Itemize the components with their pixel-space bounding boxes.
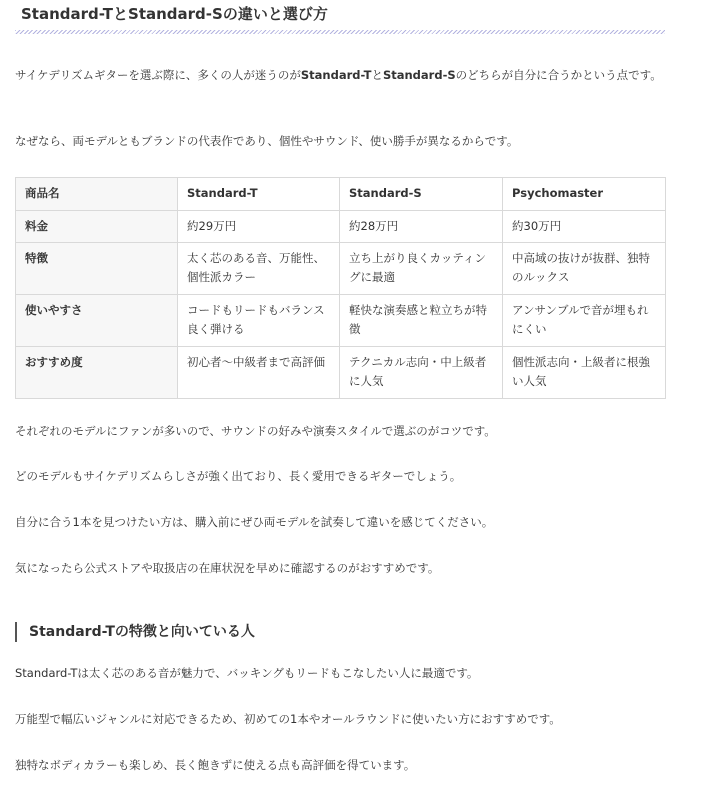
intro-text-2: と: [371, 68, 383, 82]
after-table-paragraph-1: それぞれのモデルにファンが多いので、サウンドの好みや演奏スタイルで選ぶのがコツです。: [15, 424, 496, 438]
table-header-cell: Psychomaster: [503, 178, 666, 211]
table-cell: 太く芯のある音、万能性、個性派カラー: [178, 243, 340, 295]
table-row-label: おすすめ度: [16, 347, 178, 399]
subsection-paragraph-3: 独特なボディカラーも楽しめ、長く飽きずに使える点も高評価を得ています。: [15, 758, 416, 772]
table-cell: アンサンブルで音が埋もれにくい: [503, 295, 666, 347]
heading-underline: [15, 30, 665, 34]
section-heading: Standard-TとStandard-Sの違いと選び方: [21, 5, 328, 23]
table-row-label: 使いやすさ: [16, 295, 178, 347]
subsection-paragraph-1: Standard-Tは太く芯のある音が魅力で、バッキングもリードもこなしたい人に最適です。: [15, 666, 479, 680]
comparison-table: [15, 177, 666, 399]
subsection-paragraph-2: 万能型で幅広いジャンルに対応できるため、初めての1本やオールラウンドに使いたい方におすすめです。: [15, 712, 561, 726]
table-row-label: 特徴: [16, 243, 178, 295]
table-cell: テクニカル志向・中上級者に人気: [340, 347, 503, 399]
table-row: [16, 243, 666, 295]
subsection-heading: Standard-Tの特徴と向いている人: [15, 622, 665, 642]
table-cell: 約29万円: [178, 211, 340, 243]
table-row-label: 料金: [16, 211, 178, 243]
table-cell: 個性派志向・上級者に根強い人気: [503, 347, 666, 399]
intro-paragraph-1: [15, 65, 665, 85]
table-header-cell: 商品名: [16, 178, 178, 211]
table-row: [16, 295, 666, 347]
table-cell: 中高域の抜けが抜群、独特のルックス: [503, 243, 666, 295]
intro-text-3: のどちらが自分に合うかという点です。: [455, 68, 662, 82]
table-cell: コードもリードもバランス良く弾ける: [178, 295, 340, 347]
table-cell: 約30万円: [503, 211, 666, 243]
table-header-cell: Standard-T: [178, 178, 340, 211]
table-cell: 初心者〜中級者まで高評価: [178, 347, 340, 399]
after-table-paragraph-4: 気になったら公式ストアや取扱店の在庫状況を早めに確認するのがおすすめです。: [15, 561, 440, 575]
table-cell: 約28万円: [340, 211, 503, 243]
intro-paragraph-2: なぜなら、両モデルともブランドの代表作であり、個性やサウンド、使い勝手が異なるからです。: [15, 134, 519, 148]
after-table-paragraph-2: どのモデルもサイケデリズムらしさが強く出ており、長く愛用できるギターでしょう。: [15, 469, 462, 483]
table-header-row: [16, 178, 666, 211]
model-name-standard-s: Standard-S: [382, 68, 456, 82]
model-name-standard-t: Standard-T: [300, 68, 372, 82]
table-row: [16, 347, 666, 399]
table-row: [16, 211, 666, 243]
after-table-paragraph-3: 自分に合う1本を見つけたい方は、購入前にぜひ両モデルを試奏して違いを感じてください。: [15, 515, 494, 529]
table-header-cell: Standard-S: [340, 178, 503, 211]
intro-text-1: サイケデリズムギターを選ぶ際に、多くの人が迷うのが: [15, 68, 301, 82]
table-cell: 立ち上がり良くカッティングに最適: [340, 243, 503, 295]
table-cell: 軽快な演奏感と粒立ちが特徴: [340, 295, 503, 347]
